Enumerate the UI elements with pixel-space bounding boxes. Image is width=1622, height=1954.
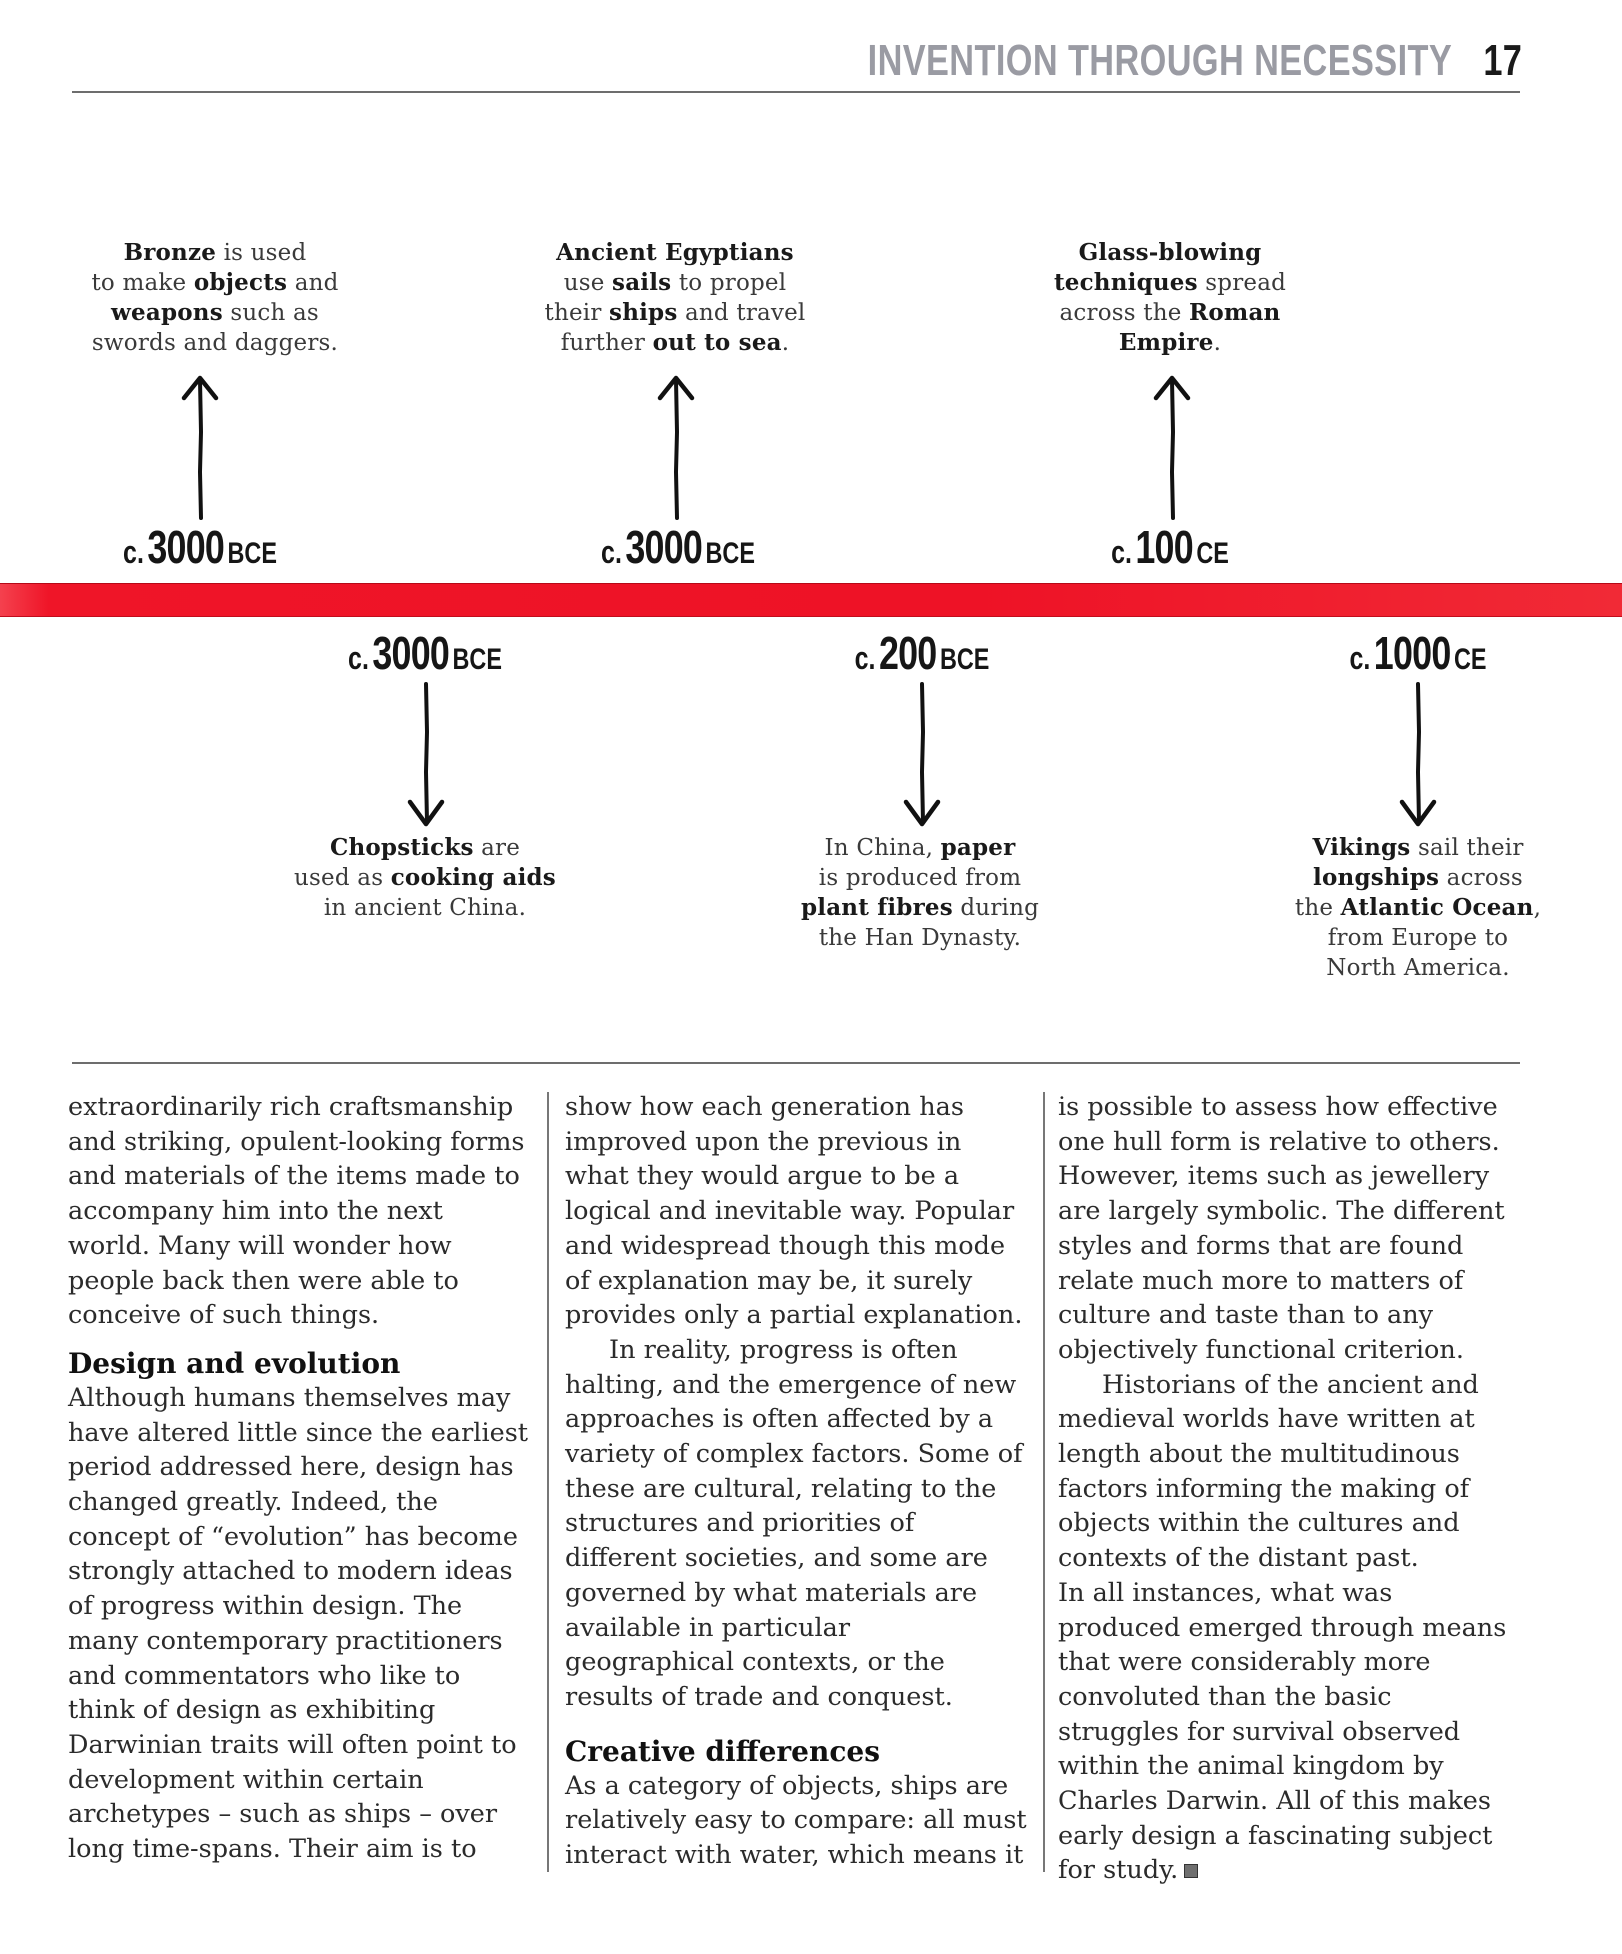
timeline-bar [0,583,1622,617]
section-heading: Creative differences [565,1734,880,1768]
paragraph: show how each generation has improved upon the previous in what they would argue to be a logical and inevitable way. Popular and widespread though this mode of explanation may be, it surely provides only a partial explanation. [565,1092,1023,1331]
paragraph: Although humans themselves may have altered little since the earliest period addressed here, design has changed greatly. Indeed, the concept of “evolution” has become strongly attached to modern ideas of progress within design. The many contemporary practitioners and commentators who like to think of design as exhibiting Darwinian traits will often point to development within certain archetypes – such as ships – over long time-spans. Their aim is to [68,1382,529,1865]
date-label: c. 3000 BCE [601,521,755,573]
paragraph: is possible to assess how effective one hull form is relative to others. However, items such as jewellery are largely symbolic. The different styles and forms that are found relate much more to matters of culture and taste than to any objectively functional criterion. [1058,1092,1505,1365]
date-label: c. 1000 CE [1349,627,1487,679]
event-description: Vikings sail their longships across the Atlantic Ocean, from Europe to North America. [1294,834,1542,981]
event-description: Bronze is used to make objects and weapons such as swords and daggers. [91,239,339,356]
arrow-up-icon [180,372,220,520]
event-description: In China, paper is produced from plant fibres during the Han Dynasty. [800,834,1040,951]
end-of-article-square-icon [1184,1864,1198,1878]
timeline-event-bronze [70,238,360,358]
event-description: Glass-blowing techniques spread across the Roman Empire. [1053,239,1287,356]
body-column-1 [68,1090,530,1867]
paragraph: Historians of the ancient and medieval worlds have written at length about the multitudinous factors informing the making of objects within the cultures and contexts of the distant past. [1058,1369,1479,1574]
date-label: c. 200 BCE [854,627,990,679]
running-title: INVENTION THROUGH NECESSITY [867,36,1452,85]
paragraph: In all instances, what was produced emerged through means that were considerably more convoluted than the basic struggles for survival observed within the animal kingdom by Charles Darwin. All of this makes early design a fascinating subject for study. [1058,1577,1507,1886]
body-column-2 [565,1090,1027,1873]
section-heading: Design and evolution [68,1346,401,1380]
arrow-up-icon [1152,372,1192,520]
column-divider [547,1092,549,1872]
timeline-event-paper [770,833,1070,953]
arrow-down-icon [1398,682,1438,830]
running-header [867,36,1522,86]
timeline-event-vikings [1268,833,1568,983]
page-number: 17 [1483,36,1522,85]
paragraph: As a category of objects, ships are relatively easy to compare: all must interact with water, which means it [565,1770,1027,1871]
date-label: c. 3000 BCE [348,627,502,679]
column-divider [1043,1092,1045,1872]
arrow-down-icon [406,682,446,830]
body-column-3 [1058,1090,1520,1888]
arrow-up-icon [656,372,696,520]
timeline-event-sails [525,238,825,358]
paragraph: extraordinarily rich craftsmanship and striking, opulent-looking forms and materials of the items made to accompany him into the next world. Many will wonder how people back then were able to conceive of such things. [68,1092,525,1331]
date-label: c. 100 CE [1111,521,1229,573]
event-description: Ancient Egyptians use sails to propel their ships and travel further out to sea. [544,239,806,356]
date-label: c. 3000 BCE [123,521,277,573]
header-rule [72,91,1520,93]
arrow-down-icon [902,682,942,830]
event-description: Chopsticks are used as cooking aids in ancient China. [294,834,556,921]
section-rule [72,1062,1520,1064]
timeline-event-chopsticks [275,833,575,923]
paragraph: In reality, progress is often halting, and the emergence of new approaches is often affected by a variety of complex factors. Some of these are cultural, relating to the structures and priorities of different societies, and some are governed by what materials are available in particular geographical contexts, or the results of trade and conquest. [565,1334,1023,1712]
timeline-event-glass-blowing [1025,238,1315,358]
